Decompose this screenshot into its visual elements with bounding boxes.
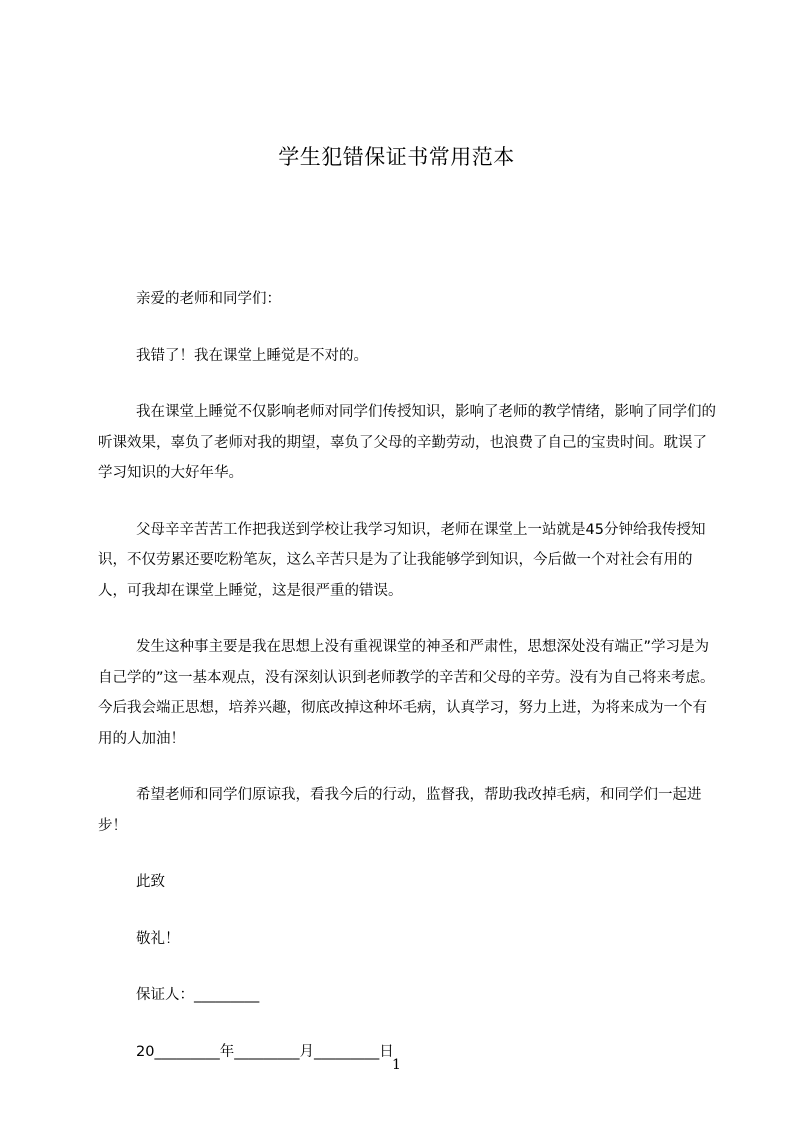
paragraph-apology: 我错了！我在课堂上睡觉是不对的。: [136, 347, 368, 364]
document-body: [98, 284, 718, 1093]
paragraph-parents-teachers: 父母辛辛苦苦工作把我送到学校让我学习知识，老师在课堂上一站就是45分钟给我传授知识，不仅劳累还要吃粉笔灰，这么辛苦只是为了让我能够学到知识，今后做一个对社会有用的人，可我却在课堂上睡觉，这是很严重的错误。: [98, 521, 706, 599]
salutation: 亲爱的老师和同学们：: [136, 291, 281, 307]
document-title: 学生犯错保证书常用范本: [278, 145, 515, 169]
paragraph-impact: 我在课堂上睡觉不仅影响老师对同学们传授知识，影响了老师的教学情绪，影响了同学们的听课效果，辜负了老师对我的期望，辜负了父母的辛勤劳动，也浪费了自己的宝贵时间。耽误了学习知识的大好年华。: [98, 404, 716, 481]
date-line: 20_________年_________月_________日: [136, 1043, 394, 1060]
guarantor-signature-line: 保证人：_________: [136, 987, 260, 1003]
page-number: 1: [392, 1057, 401, 1073]
closing-line: 此致: [136, 874, 165, 890]
closing-salute: 敬礼！: [136, 930, 180, 947]
paragraph-request: 希望老师和同学们原谅我，看我今后的行动，监督我，帮助我改掉毛病，和同学们一起进步！: [98, 787, 702, 834]
paragraph-reflection: 发生这种事主要是我在思想上没有重视课堂的神圣和严肃性，思想深处没有端正”学习是为自己学的”这一基本观点，没有深刻认识到老师教学的辛苦和父母的辛劳。没有为自己将来考虑。今后我会端正思想，培养兴趣，彻底改掉这种坏毛病，认真学习，努力上进，为将来成为一个有用的人加油！: [98, 639, 715, 747]
